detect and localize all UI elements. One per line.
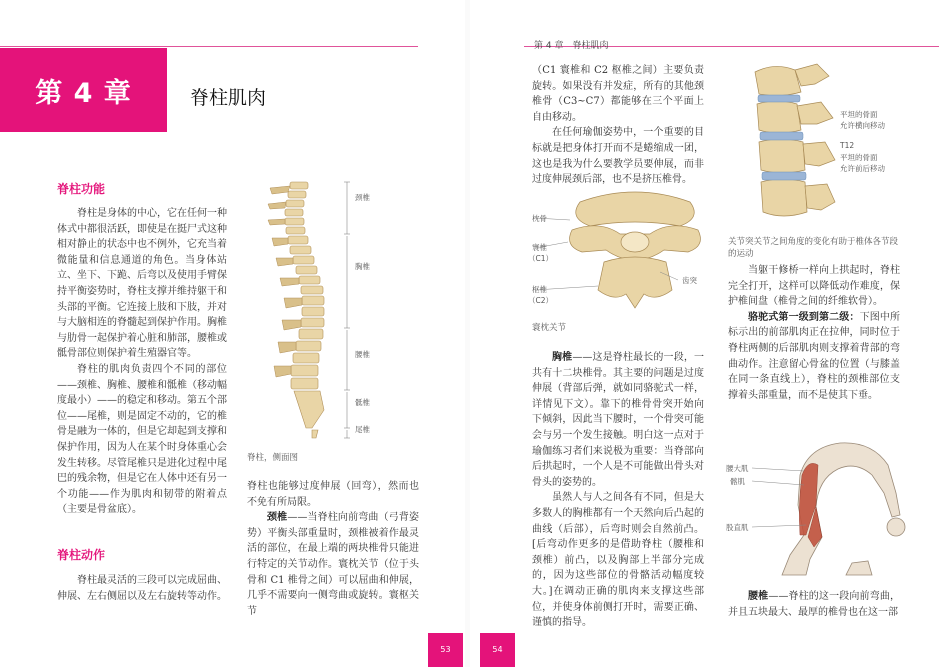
vertebra-label-flat-surface-2: 平坦的骨面 xyxy=(840,153,878,162)
atlas-caption: 寰枕关节 xyxy=(532,323,567,333)
camel-label-rectus-femoris: 股直肌 xyxy=(726,523,749,532)
paragraph: （C1 寰椎和 C2 枢椎之间）主要负责旋转。如果没有并发症，所有的其他颈椎骨（C3~C7）都能够在三个平面上自由移动。 xyxy=(532,65,704,123)
camel-label-psoas: 腰大肌 xyxy=(726,464,749,473)
right-column-1-bottom xyxy=(532,350,704,630)
paragraph: 胸椎——这是脊柱最长的一段，一共有十二块椎骨。其主要的问题是过度伸展（背部后弹，就如同骆驼式一样，详情见下文）。靠下的椎骨骨突开始向下倾斜，因此当下腰时，一个骨突可能会与另一个发生接触。明白这一点对于瑜伽练习者们来说极为重要：当脊部向后拱起时，一个人是不可能做出骨头对骨头的姿势的。 xyxy=(532,352,704,488)
running-header: 第 4 章 脊柱肌肉 xyxy=(534,41,609,51)
paragraph: 虽然人与人之间各有不同，但是大多数人的胸椎都有一个天然向后凸起的曲线（后部），后弯时则会自然前凸。[后弯动作更多的是借助脊柱（腰椎和颈椎）前凸，以及胸部上半部分完成的，因为这些部位的骨骼活动幅度较大。]在调动正确的肌肉来支撑这些部位，并使身体前侧打开时，需要正确、谨慎的指导。 xyxy=(532,492,704,629)
spine-label-lumbar: 腰椎 xyxy=(355,350,370,359)
atlas-label-c2: （C2） xyxy=(528,296,554,305)
paragraph: 脊柱最灵活的三段可以完成屈曲、伸展、左右侧屈以及左右旋转等动作。 xyxy=(57,575,227,602)
vertebra-label-t12: T12 xyxy=(840,141,855,150)
spine-label-cervical: 颈椎 xyxy=(355,193,370,202)
chapter-number: 第 4 章 xyxy=(35,77,132,109)
atlas-axis-illustration xyxy=(560,190,710,310)
atlas-label-dens: 齿突 xyxy=(682,276,697,285)
top-rule xyxy=(0,46,418,47)
section-text-spine-function xyxy=(57,206,227,528)
spine-label-coccyx: 尾椎 xyxy=(355,425,370,434)
chapter-number-box xyxy=(0,48,167,132)
left-column-2-text xyxy=(247,479,419,631)
atlas-label-c1: （C1） xyxy=(528,254,554,263)
paragraph: 脊柱是身体的中心，它在任何一种体式中都很活跃，即使是在挺尸式这种相对静止的状态中也不例外，它充当着微能量和信息通道的角色。当身体站立、坐下、下跪、后弯以及使用手臂保持平衡姿势时，脊柱支撑并维持躯干和头部的平衡。它连接上肢和下肢，并对与大脑相连的脊髓起到保护作用。胸椎与肋骨一起保护着心脏和肺部，腰椎或骶骨部位则保护着生殖器官等。 xyxy=(57,208,227,360)
term-camel-pose: 骆驼式第一级到第二级： xyxy=(748,311,860,323)
spine-label-sacral: 骶椎 xyxy=(355,398,370,407)
right-column-2-text xyxy=(728,263,900,439)
page-number-left: 53 xyxy=(428,633,463,667)
page-number-right: 54 xyxy=(480,633,515,667)
left-page xyxy=(0,0,465,667)
right-column-1-top xyxy=(532,63,704,188)
term-lumbar: 腰椎 xyxy=(748,591,769,602)
right-page xyxy=(470,0,939,667)
vertebra-label-lateral-movement: 允许横向移动 xyxy=(840,121,885,130)
atlas-label-axis: 枢椎 xyxy=(532,285,547,294)
term-cervical: 颈椎 xyxy=(267,512,288,524)
section-text-spine-movement xyxy=(57,573,227,604)
right-column-2-bottom xyxy=(728,589,900,625)
camel-pose-illustration xyxy=(760,435,910,585)
atlas-label-occipital: 枕骨 xyxy=(532,214,547,223)
chapter-title: 脊柱肌肉 xyxy=(190,87,267,109)
section-heading-spine-function: 脊柱功能 xyxy=(57,182,106,196)
paragraph: 在任何瑜伽姿势中，一个重要的目标就是把身体打开而不是蜷缩成一团，这也是我为什么要教学员要伸展，而非过度伸展颈后部，也不是挤压椎骨。 xyxy=(532,127,704,186)
paragraph: 骆驼式第一级到第二级：下图中所标示出的前部肌肉正在拉伸，同时位于脊柱两侧的后部肌肉则支撑着背部的弯曲动作。注意留心骨盆的位置（与膝盖在同一条直线上），脊柱的颈椎部位支撑着头部重量，而不是使其下垂。 xyxy=(728,311,900,401)
spine-caption: 脊柱，侧面图 xyxy=(247,453,299,463)
section-heading-spine-movement: 脊柱动作 xyxy=(57,548,106,562)
paragraph: 腰椎——脊柱的这一段向前弯曲，并且五块最大、最厚的椎骨也在这一部 xyxy=(728,591,900,618)
paragraph: 脊柱的肌肉负责四个不同的部位——颈椎、胸椎、腰椎和骶椎（移动幅度最小）——的稳定和移动。第五个部位——尾椎，则是固定不动的，它的椎骨是融为一体的，但是它却起到支撑和保护作用，因为人在某个时身体重心会发生转移。尽管尾椎只是进化过程中尾巴的残余物，但是它在人体中还有另一个功能——作为肌肉和韧带的附着点（主要是骨盆底）。 xyxy=(57,363,227,516)
term-thoracic: 胸椎 xyxy=(552,352,573,363)
vertebra-label-front-back-movement: 允许前后移动 xyxy=(840,164,885,173)
spine-label-thoracic: 胸椎 xyxy=(355,262,370,271)
paragraph: 脊柱也能够过度伸展（回弯），然而也不免有所局限。 xyxy=(247,481,419,508)
paragraph: 当躯干修桥一样向上拱起时，脊柱完全打开，这样可以降低动作难度，保护椎间盘（椎骨之间的纤维软骨）。 xyxy=(728,265,900,308)
vertebra-label-flat-surface-1: 平坦的骨面 xyxy=(840,110,878,119)
atlas-label-atlas: 寰椎 xyxy=(532,243,547,252)
camel-label-iliacus: 髂肌 xyxy=(730,477,745,486)
vertebrae-illustration xyxy=(745,62,835,232)
vertebra-caption: 关节突关节之间角度的变化有助于椎体各节段的运动 xyxy=(728,237,899,259)
paragraph: 颈椎——当脊柱向前弯曲（弓背姿势）平衡头部重量时，颈椎被着作最灵活的部位，在最上端的两块椎骨只能进行特定的关节动作。寰枕关节（位于头骨和 C1 椎骨之间）可以屈曲和伸展，几乎不需要向一侧弯曲或旋转。寰枢关节 xyxy=(247,512,419,617)
